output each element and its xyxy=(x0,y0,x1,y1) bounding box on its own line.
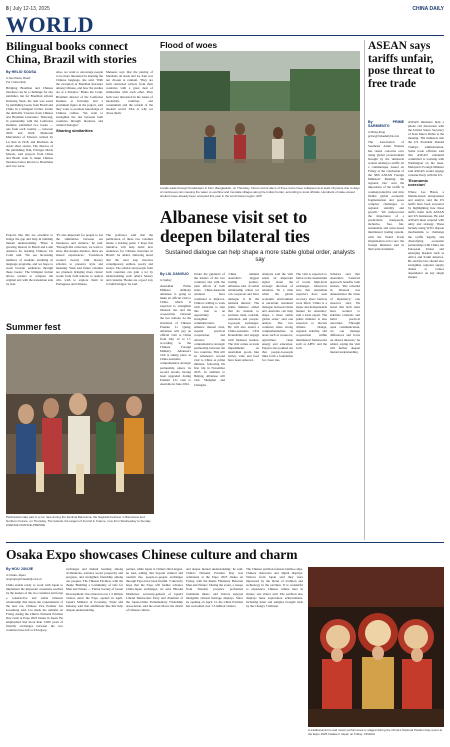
osaka-column-2 xyxy=(66,567,123,743)
asean-column-1 xyxy=(368,120,404,536)
section-title: WORLD xyxy=(6,12,95,37)
osaka-text-1: China stands ready to work with Japan to implement the important consensus reached by the leaders of the two countries and forge a constructive and stable bilateral relationship that meets the requirements of the new era, Chinese Vice Premier Liu Guozhong said. Liu made the remarks on Friday during the China's National Pavilion Day event at Expo 2025 Osaka in Japan. He emphasized that more than 3,000 years of friendly exchanges between the two countries have left a rich legacy. xyxy=(6,583,63,633)
albanese-column-4 xyxy=(262,272,293,534)
albanese-column-1 xyxy=(160,272,191,534)
summer-fest-title: Summer fest xyxy=(6,322,61,332)
osaka-headline: Osaka Expo showcases Chinese culture and charm xyxy=(6,547,298,562)
osaka-text-5: The Chinese pavilion features bamboo slips, Chinese characters and digital displays. Visitors from Japan said they were impressed by the blend of tradition and technology in the pavilion. 'It is wonderful to experience Chinese culture here in Osaka,' one visitor said. The pavilion also displays lunar exploration achievements, including lunar soil samples brought back by the Chang'e 5 mission. xyxy=(246,567,303,608)
section-masthead xyxy=(6,14,444,36)
bilingual-text-3: Menezes says that the pairing of Machado de Assis and Lu Xun was not chosen at random. 'They are both renowned writers from their countries with a great deal of similarities with each other. They both were interested in the issues of modernity, tradition, and colonialism and the reform of the modern world. That is why we chose them.' xyxy=(106,70,153,115)
asean-headline: ASEAN says tariffs unfair, pose threat to free trade xyxy=(368,40,435,90)
column-divider xyxy=(364,40,365,540)
albanese-byline: By LIU JIANGUO xyxy=(160,272,189,276)
osaka-text-4: and deeper mutual understanding,' he said. China's National Pavilion Day was celebrated at the Expo 2025 Osaka on Friday, with the theme 'Harmony Between Man and Nature'. During the event, a troupe from Shaanxi province performed traditional music, and visitors enjoyed intangible cultural heritage displays. Since its opening on April 13, the China Pavilion has welcomed over 1.5 million visitors. xyxy=(186,567,243,608)
osaka-column-4 xyxy=(186,567,243,743)
bilingual-dateline: in Sao Paulo, Brazil xyxy=(6,75,31,80)
asean-text-1: The Association of Southeast Asian Nations has raised concerns over rising global protectionism brought by the 'unilateral actions relating to tariffs'. In a communique issued on Friday at the conclusion of the 58th ASEAN Foreign Ministers' Meeting, the regional bloc said the imposition of the tariffs 'is counterproductive and may further global economic fragmentation and poses complex challenges to regional stability and growth.' 'We underscored the importance of a predictable, transparent, inclusive, free, fair, sustainable and rules-based multilateral trading system, with the World Trade Organization at its core,' the foreign ministers said in their joint statement. xyxy=(368,140,404,251)
bilingual-column-4 xyxy=(6,233,53,318)
asean-column-2 xyxy=(408,120,444,536)
albanese-dateline: in Sydney xyxy=(160,277,172,282)
albanese-column-6 xyxy=(330,272,360,534)
osaka-column-5 xyxy=(246,567,303,743)
albanese-text-3: 'China remains Australia's biggest trading partner,' Albanese said. 'A stable relationship where we can cooperate and have dialogue is in the national interest.' The prime minister added that he intends to promote trade, tourism, education and people-to-people exchanges. He will also attend a China-Australia CEO Roundtable and engage with business leaders. The visit comes as trade impediments on Australian goods like barley, wine and beef have been removed. xyxy=(228,272,259,362)
bilingual-text-1: Bridging Brazilian and Chinese literature can be a challenge for any publisher, but for Brazilian scholar Daiwang Yuan, the task was eased by publishing books from Brazil and China in a bilingual format. Under the umbrella 'Classics from Chinese and Brazilian Literature', Daiwang, in partnership with the Confucius Institute, published two books — one from each country — between 2020 and 2024: Memorial Marvaileira of Edward, written by Lu Xun in 1918, and Machado de Assis' short stories. The director of the publishing firm, Edwiges Maria Morais, said projects from China and Brazil want to make Chinese literature better known to Brazilians and vice versa. xyxy=(6,86,53,169)
bilingual-text-5: 'It's also important for people to see the similarities between our literatures and cultures,' he said. 'Through this collection, we want to show that despite distance, there are shared experiences.' Translators worked closely with literary scholars to preserve style and meaning. Yuan said future volumes are planned, bringing more classic works from both nations to readers who wish to explore them in Portuguese and Chinese. xyxy=(56,233,103,287)
summer-fest-caption: Participants take part in a run race during the Festival Barcelona, the Sagrada Festival, in Barcelona and Northern France, on Thursday. The festival, the largest of its kind in France, runs from Wednesday to Sunday. AGENCE FRANCE-PRESSE xyxy=(6,515,152,527)
expo-photo xyxy=(308,567,444,727)
albanese-column-2 xyxy=(194,272,225,534)
publication-name: CHINA DAILY xyxy=(412,6,444,12)
albanese-text-2: Under the guidance of the leaders of the two countries and with the joint efforts of both sides, China-Australia relations have continued to improve. China is willing to work with Australia to take this visit as an opportunity to strengthen communication, enhance mutual trust, expand practical cooperation, and advance the comprehensive strategic partnership between the two countries. This will be Albanese's second visit to China as prime minister, following his first trip in November 2023. In addition to Beijing, Albanese will visit Shanghai and Chengdu. xyxy=(194,272,225,387)
expo-drum-image xyxy=(308,567,444,727)
albanese-column-3 xyxy=(228,272,259,534)
albanese-column-5 xyxy=(296,272,327,534)
albanese-text-4: Analysts said the visit sends an important signal about the strategic direction of relations. 'In a time when the global economic environment is uncertain, sustained dialogue between China and Australia can help shape a more stable global order,' said one analyst. The two countries share strong complementarities in areas such as resources, agriculture, clean energy and education. Experts also pointed out that people-to-people links form a foundation for closer ties. xyxy=(262,272,293,362)
osaka-credit: houjunjie@chinadaily.com.cn xyxy=(6,577,42,582)
asean-text-2: ASEAN ministers held a phone call discussion with the United States Secretary of State Marco Rubio at the meeting. The ministers met the US President Donald Trump's administration. Some trade officials said that ASEAN remained committed to working with Washington on the issue. Malaysia's Foreign Minister said ASEAN would engage constructively with the US. xyxy=(408,120,444,178)
osaka-column-3 xyxy=(126,567,183,743)
asean-subhead: 'Economic coercion' xyxy=(408,178,429,188)
flood-title: Flood of woes xyxy=(160,40,218,50)
asean-text-3: Where Lee Hsien, a Manila-based entrepreneur and analyst, said the US tariffs have been excessive by highlighting how these tariffs harm both ASEAN and US businesses. He said ASEAN must respond with unity and strategy. These include using WTO dispute mechanisms to challenge the tariffs legally, and diversifying economic partnerships with China, the European Union and emerging markets such as Africa and South America. He said the bloc should also strengthen regional supply chains to reduce dependence on any single market. xyxy=(408,189,444,280)
flood-image xyxy=(160,51,360,185)
bilingual-column-5 xyxy=(56,233,103,318)
osaka-text-3: partner, while Japan is China's third-largest, he said, adding that beyond cultural and tourism ties, people-to-people exchanges through Expo have been fruitful. 'I sincerely hope that the Expo will further advance China-Japan exchanges,' he said. Hiroaki Morikawa, secretary-general of Japan's Liberal Democratic Party and chairman of the Japan-China Parliamentary Friendship Association, said the event shows the charm of Chinese culture. xyxy=(126,567,183,612)
albanese-text-1: Australian Prime Minister Anthony Albanese is going to make an official visit to China, which is expected to strengthen bilateral ties and the cooperation between the two nations. At the invitation of Chinese Premier Li Qiang, Albanese will pay an official visit to China from July 12 to 17, according to the Chinese Foreign Ministry. Albanese's visit is taking place as China-Australia comprehensive strategic partnership enters its second decade, having been upgraded during Premier Li's visit to Australia in June 2024. xyxy=(160,283,191,386)
osaka-column-1 xyxy=(6,567,63,743)
albanese-text-5: The visit is expected to build on the momentum of recent high-level exchanges. Observers note that Australian exporters have seen recovery since barriers were lifted. 'China is a major and indispensable market for Australia,' said a trade expert. The prime minister is also expected to discuss climate change, regional stability, and cooperation within multilateral frameworks such as APEC and the G20. xyxy=(296,272,327,350)
expo-caption: A traditional drum and music performance is staged during the China's National Pavilion Day event at the Expo 2025 Osaka in Japan on Friday. XINHUA xyxy=(308,728,443,736)
osaka-text-2: exchanges and mutual learning among civilizations, advance social prosperity and progress, and strengthen friendship among our peoples. The Chinese Pavilion, with the theme 'Building a Community of Life for Man and Nature — Future Society of Green Development', has attracted over 1.5 million visitors since the Expo opened in April. Japan's Minister of Economy, Trade and Industry said that exhibitions like this help deepen understanding. xyxy=(66,567,123,612)
bilingual-subhead: Sharing similarities xyxy=(56,128,93,134)
summer-fest-image xyxy=(6,334,154,514)
bilingual-text-2: Also, we want to encourage people to be more interested in learning the Chinese language, she said. 'With the exception of Brazilian literature among Chinese, and how the studies are at a distance.' Bruno De Conti, Brazilian director of the Confucius Institute at Unicamp and a prominent figure in the project, said they work to promote knowledge of Chinese culture. 'We want to strengthen the ties between both countries through literature and cultural dialogue.' xyxy=(56,70,103,128)
bilingual-text-4: Projects like this are essential to bridge the gap and help in building mutual understanding. 'There is growing interest in Brazil and Latin America for learning Chinese,' De Conti said. 'We see increasing numbers of students enrolling in language programs, and we hope to reach broader audiences through these books.' The bilingual format allows readers to compare the original text with the translation side by side. xyxy=(6,233,53,287)
bilingual-byline: By HELIO SOUSA xyxy=(6,70,37,74)
albanese-deck: Sustained dialogue can help shape a more stable global order, analysts say xyxy=(165,250,355,264)
bilingual-headline: Bilingual books connect China, Brazil with stories xyxy=(6,39,137,66)
bilingual-text-6: The professor said that the publication of these two volumes marks a starting point. 'I hope this initiative will help build new audiences for Chinese literature in Brazil,' he added. Daiwang noted that the next step involves contemporary authors, poetry and essays. The scholar said people from both countries can gain a lot by understanding each other's history and customs. 'Books are a good way to build bridges,' he said. xyxy=(106,233,153,287)
asean-byline: By PRIME SARMIENTO xyxy=(368,120,404,129)
albanese-headline: Albanese visit set to deepen bilateral ties xyxy=(160,207,310,246)
flood-caption: Locals wade through floodwaters in Feni, Bangladesh, on Thursday. Flood control dams of three rivers have collapsed at at least 19 points due to days of continuous rain causing the water to overflow and inundate villages along the Indian border, according to local officials. Hundreds of state-owned shelters have already been occupied this year in the south Asian region. AFP xyxy=(160,186,360,198)
bilingual-column-6 xyxy=(106,233,153,318)
section-divider xyxy=(6,542,444,543)
osaka-dateline: in Osaka, Japan xyxy=(6,572,26,577)
albanese-text-6: Scholars said that Australia's balanced approach benefits both nations. 'The rebound in bilateral ties demonstrates the value of diplomacy,' one observer said. He noted that both sides have worked to stabilize relations and build practical outcomes. 'Through open communication, we can manage differences and focus on shared interests,' he added, saying the visit will further deepen mutual understanding. xyxy=(330,272,360,354)
asean-credit: prime@chinadailyhk.com xyxy=(368,134,400,139)
flood-photo xyxy=(160,51,360,185)
osaka-byline: By HOU JUNJIE xyxy=(6,567,34,571)
summer-fest-photo xyxy=(6,334,154,514)
asean-dateline: in Hong Kong xyxy=(368,129,386,134)
bilingual-column-3 xyxy=(106,70,153,230)
bilingual-column-2 xyxy=(56,70,103,230)
page-number-date: 8 | July 12-13, 2025 xyxy=(6,6,50,12)
bilingual-credit: For China Daily xyxy=(6,80,26,85)
bilingual-column-1 xyxy=(6,70,53,230)
